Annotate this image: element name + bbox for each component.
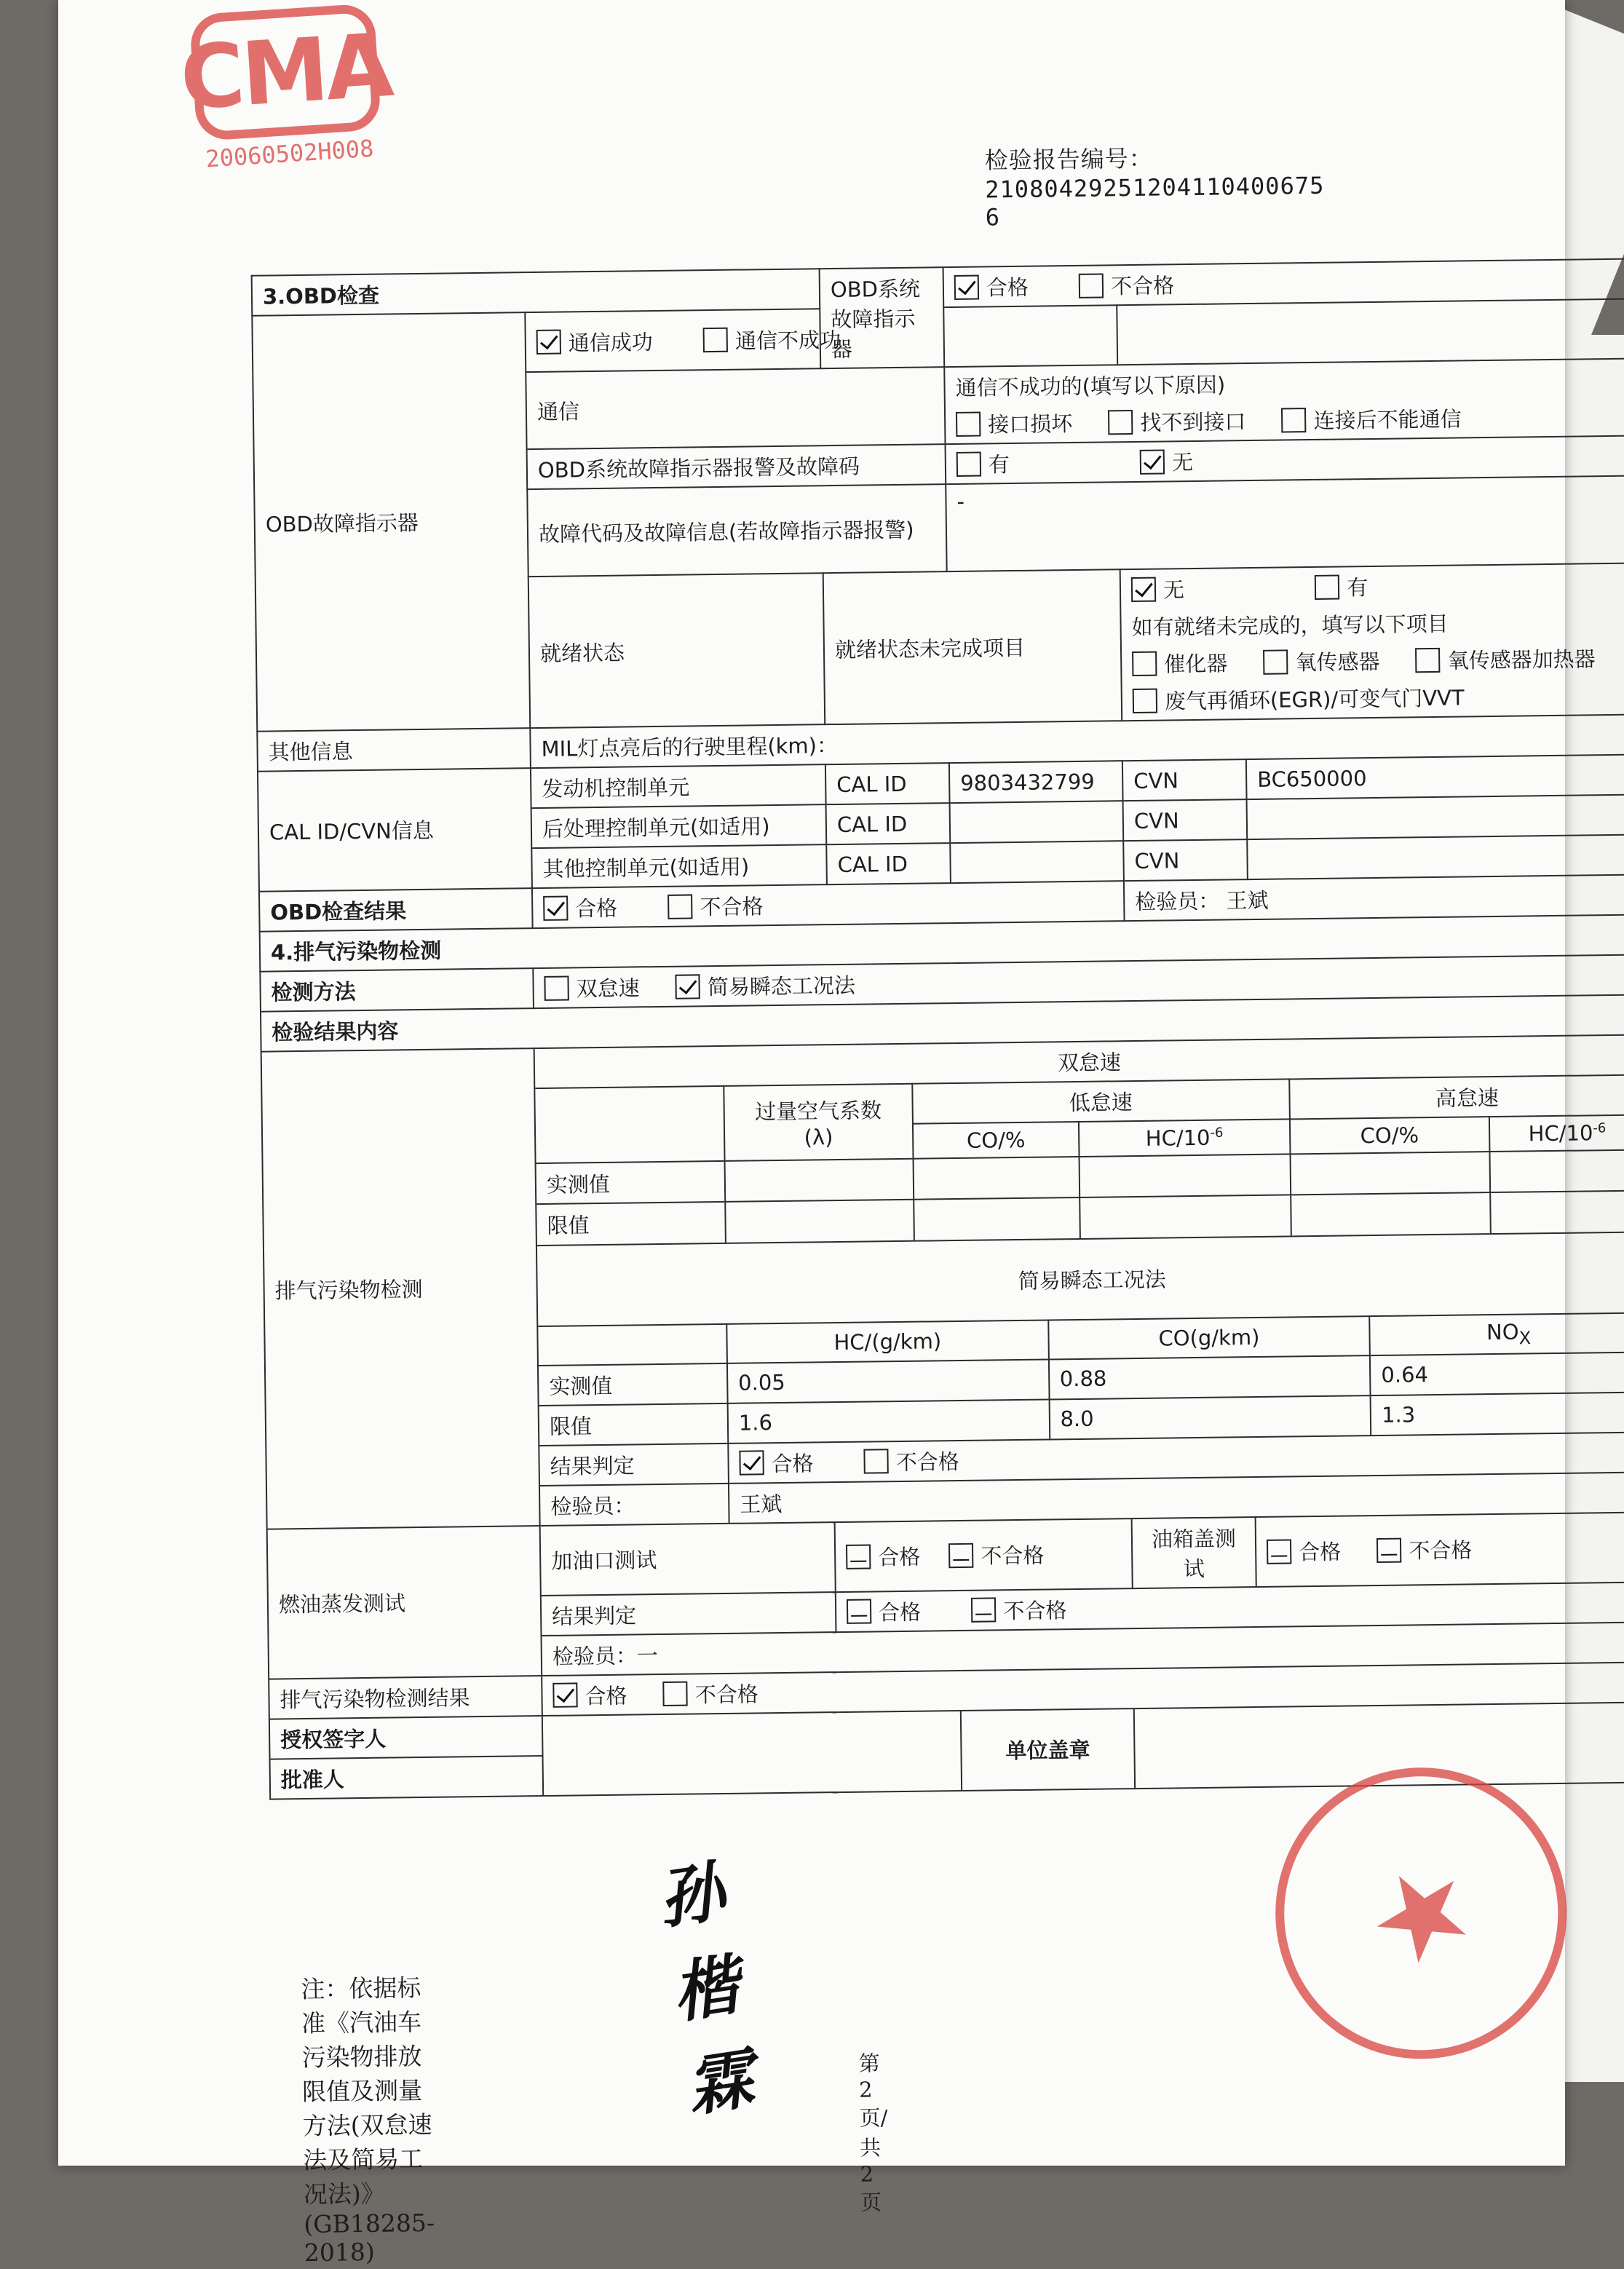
method-simple-label: 简易瞬态工况法: [707, 973, 856, 1000]
ecu-unit-2: 后处理控制单元(如适用): [531, 804, 827, 848]
co-gkm-header: CO(g/km): [1048, 1316, 1370, 1359]
obd-inspector-label: 检验员：: [1135, 888, 1220, 914]
page-number: 第2页/共2页: [858, 2051, 888, 2215]
method-label: 检测方法: [260, 968, 534, 1012]
egr-vvt-checkbox[interactable]: [1133, 688, 1157, 713]
alarm-yes-label: 有: [988, 452, 1010, 478]
alarm-no-label: 无: [1171, 449, 1194, 475]
fault-info-label: 故障代码及故障信息(若故障指示器报警): [527, 484, 946, 577]
report-number: 检验报告编号：21080429251204110400675​6: [984, 144, 1325, 231]
dual-idle-title: 双怠速: [535, 1035, 1624, 1088]
emission-section-title: 4.排气污染物检测: [260, 914, 1624, 971]
measured-hc: 0.05: [727, 1359, 1049, 1403]
evap-pass-label: 合格: [878, 1599, 922, 1625]
mil-options: [943, 259, 1624, 308]
obd-result-fail-label: 不合格: [700, 894, 764, 920]
alarm-yes-checkbox[interactable]: [956, 451, 981, 476]
ecu-unit-3: 其他控制单元(如适用): [531, 844, 827, 888]
comm-ok-checkbox[interactable]: [536, 330, 561, 355]
limit-hc: 1.6: [728, 1399, 1050, 1443]
alarm-label: OBD系统故障指示器报警及故障码: [527, 444, 946, 489]
catalyst-checkbox[interactable]: [1132, 651, 1157, 676]
readiness-label: 就绪状态: [528, 573, 825, 728]
reason-notfound-checkbox[interactable]: [1108, 409, 1133, 434]
high-hc-header: [1489, 1114, 1624, 1152]
cap-pass-label: 合格: [1298, 1539, 1342, 1565]
alarm-no-checkbox[interactable]: [1140, 449, 1165, 474]
inspection-form: [251, 258, 1624, 1800]
o2-sensor-label: 氧传感器: [1295, 649, 1380, 676]
comm-fail-label: 通信不成功: [734, 327, 841, 354]
obd-section-title: 3.OBD检查: [252, 269, 820, 316]
lambda-label: 过量空气系数: [754, 1098, 882, 1125]
simple-fail-checkbox[interactable]: [864, 1449, 889, 1473]
readiness-no-label: 无: [1162, 577, 1185, 603]
cap-options: [1256, 1512, 1624, 1587]
mil-label: OBD系统故障指示器: [820, 267, 945, 368]
simple-inspector-label: 检验员：: [540, 1484, 729, 1525]
simple-judgement-label: 结果判定: [539, 1444, 729, 1486]
cma-seal: [177, 3, 394, 173]
dual-limit-label: 限值: [536, 1202, 726, 1245]
cma-seal-letters: CMA: [189, 3, 382, 141]
calid-label-3: CAL ID: [826, 843, 951, 884]
comm-ok-label: 通信成功: [568, 329, 654, 355]
reason-notfound-label: 找不到接口: [1140, 409, 1246, 435]
cap-fail-checkbox[interactable]: [1377, 1537, 1401, 1562]
comm-reasons: [944, 359, 1624, 445]
simple-limit-label: 限值: [539, 1403, 729, 1446]
cvn-value-2: [1247, 794, 1624, 839]
readiness-yes-checkbox[interactable]: [1315, 574, 1339, 599]
filler-pass-checkbox[interactable]: [846, 1544, 871, 1569]
simple-fail-label: 不合格: [895, 1449, 959, 1475]
readiness-item-label: 就绪状态未完成项目: [823, 569, 1122, 724]
obd-result-label: OBD检查结果: [259, 888, 533, 932]
cvn-label-3: CVN: [1123, 839, 1248, 881]
stamp-label: 单位盖章: [961, 1708, 1135, 1791]
lambda-header: [724, 1084, 913, 1161]
cvn-value-1: BC650000: [1246, 754, 1624, 799]
reason-damaged-label: 接口损坏: [988, 411, 1073, 437]
readiness-options: [1120, 563, 1624, 721]
calid-value-1: 9803432799: [949, 761, 1123, 803]
mil-fail-checkbox[interactable]: [1079, 273, 1104, 298]
filler-fail-checkbox[interactable]: [948, 1543, 973, 1568]
final-pass-label: 合格: [585, 1683, 627, 1709]
comm-label: 通信: [526, 367, 945, 449]
measured-co: 0.88: [1048, 1355, 1370, 1399]
evap-label: 燃油蒸发测试: [267, 1526, 542, 1679]
calcvn-label: CAL ID/CVN信息: [258, 768, 532, 892]
nox-sub: X: [1518, 1328, 1532, 1349]
final-pass-checkbox[interactable]: [552, 1683, 577, 1708]
fault-info-value: -: [946, 476, 1624, 572]
evap-pass-checkbox[interactable]: [847, 1599, 871, 1624]
limit-nox: 1.3: [1371, 1392, 1624, 1436]
low-hc-header: [1079, 1119, 1290, 1157]
evap-fail-label: 不合格: [1003, 1598, 1067, 1624]
filler-fail-label: 不合格: [981, 1543, 1045, 1569]
signatory-label: 授权签字人: [269, 1716, 543, 1759]
high-hc-unit: HC/10: [1528, 1120, 1593, 1147]
mil-fail-label: 不合格: [1110, 273, 1175, 299]
mil-pass-label: 合格: [986, 274, 1029, 301]
high-hc-exp: -6: [1593, 1120, 1607, 1136]
mil-pass-checkbox[interactable]: [954, 274, 979, 299]
footnote: 注：依据标准《汽油车污染物排放限值及测量方法(双怠速法及简易工况法)》(GB18285-2018): [301, 1973, 435, 2268]
low-hc-unit: HC/10: [1145, 1125, 1211, 1151]
method-simple-checkbox[interactable]: [676, 974, 700, 999]
o2-sensor-checkbox[interactable]: [1263, 649, 1288, 674]
dual-idle-table: [535, 1035, 1624, 1245]
simple-measured-label: 实测值: [539, 1363, 728, 1406]
final-result-label: 排气污染物检测结果: [269, 1676, 542, 1719]
dual-idle-area: [534, 1034, 1624, 1246]
high-idle-header: 高怠速: [1289, 1074, 1624, 1119]
obd-result-fail-checkbox[interactable]: [668, 894, 692, 919]
low-co-header: CO/%: [913, 1122, 1080, 1159]
content-label: 检验结果内容: [261, 994, 1624, 1051]
nox-label: NO: [1486, 1319, 1519, 1345]
o2-heater-checkbox[interactable]: [1415, 647, 1440, 672]
obd-inspector-name: 王斌: [1226, 887, 1269, 914]
other-info-label: 其他信息: [257, 728, 531, 772]
final-fail-checkbox[interactable]: [663, 1682, 688, 1706]
calid-label-2: CAL ID: [826, 803, 951, 844]
emission-row-label: 排气污染物检测: [261, 1048, 540, 1529]
signature-area: [542, 1711, 962, 1796]
filler-options: [835, 1518, 1133, 1592]
calid-value-3: [950, 841, 1124, 883]
obd-inspector: [1124, 874, 1624, 921]
cvn-value-3: [1247, 834, 1624, 879]
approver-label: 批准人: [270, 1756, 544, 1799]
calid-value-2: [950, 801, 1124, 843]
report-sheet: [58, 0, 1607, 2268]
mil-mileage-label: MIL灯点亮后的行驶里程(km)：: [530, 715, 1624, 769]
evap-inspector-label: 检验员：一: [541, 1622, 1624, 1676]
low-idle-header: 低怠速: [912, 1079, 1289, 1123]
comm-options: [525, 305, 1117, 372]
nox-header: [1369, 1312, 1624, 1355]
catalyst-label: 催化器: [1164, 651, 1228, 677]
calid-label-1: CAL ID: [825, 763, 950, 804]
o2-heater-label: 氧传感器加热器: [1447, 646, 1596, 673]
cap-fail-label: 不合格: [1409, 1537, 1473, 1564]
fault-indicator-label: OBD故障指示器: [252, 312, 530, 732]
evap-judgement-label: 结果判定: [541, 1592, 836, 1636]
cma-seal-number: 20060502H008: [205, 134, 375, 173]
method-dual-checkbox[interactable]: [544, 975, 569, 1000]
reason-nocomm-label: 连接后不能通信: [1313, 406, 1462, 433]
evap-fail-checkbox[interactable]: [971, 1598, 996, 1623]
comm-fail-checkbox[interactable]: [703, 328, 728, 352]
simple-pass-label: 合格: [771, 1451, 814, 1476]
cap-test-label: 油箱盖测试: [1132, 1517, 1256, 1588]
limit-co: 8.0: [1049, 1395, 1371, 1439]
method-dual-label: 双怠速: [576, 975, 640, 1002]
dual-measured-label: 实测值: [536, 1161, 726, 1204]
simple-test-area: [536, 1232, 1624, 1525]
filler-pass-label: 合格: [878, 1544, 921, 1570]
simple-pass-checkbox[interactable]: [739, 1451, 764, 1476]
lambda-symbol: (λ): [804, 1125, 833, 1150]
low-hc-exp: -6: [1210, 1125, 1224, 1141]
readiness-fill-title: 如有就绪未完成的，填写以下项目: [1131, 611, 1449, 641]
reason-nocomm-checkbox[interactable]: [1281, 408, 1306, 432]
ecu-unit-1: 发动机控制单元: [531, 764, 826, 808]
simple-test-table: [537, 1232, 1624, 1524]
final-fail-label: 不合格: [694, 1682, 758, 1708]
cvn-label-2: CVN: [1123, 799, 1248, 841]
cvn-label-1: CVN: [1122, 759, 1247, 801]
signature: 孙楷霖: [653, 1853, 753, 2126]
obd-result-pass-checkbox[interactable]: [543, 895, 568, 920]
obd-result-options: [532, 881, 1125, 928]
high-co-header: CO/%: [1290, 1117, 1490, 1154]
reason-damaged-checkbox[interactable]: [956, 411, 981, 436]
hc-gkm-header: HC/(g/km): [726, 1320, 1048, 1363]
measured-nox: 0.64: [1370, 1352, 1624, 1395]
egr-vvt-label: 废气再循环(EGR)/可变气门VVT: [1164, 685, 1465, 714]
readiness-no-checkbox[interactable]: [1131, 577, 1156, 601]
simple-inspector-name: 王斌: [729, 1472, 1624, 1522]
comm-reason-title: 通信不成功的(填写以下原因): [955, 372, 1226, 400]
simple-test-title: 简易瞬态工况法: [537, 1232, 1624, 1326]
readiness-yes-label: 有: [1347, 575, 1368, 601]
filler-test-label: 加油口测试: [540, 1522, 836, 1596]
obd-result-pass-label: 合格: [575, 895, 618, 922]
company-seal: ★: [1221, 1714, 1620, 2112]
cap-pass-checkbox[interactable]: [1267, 1539, 1291, 1564]
